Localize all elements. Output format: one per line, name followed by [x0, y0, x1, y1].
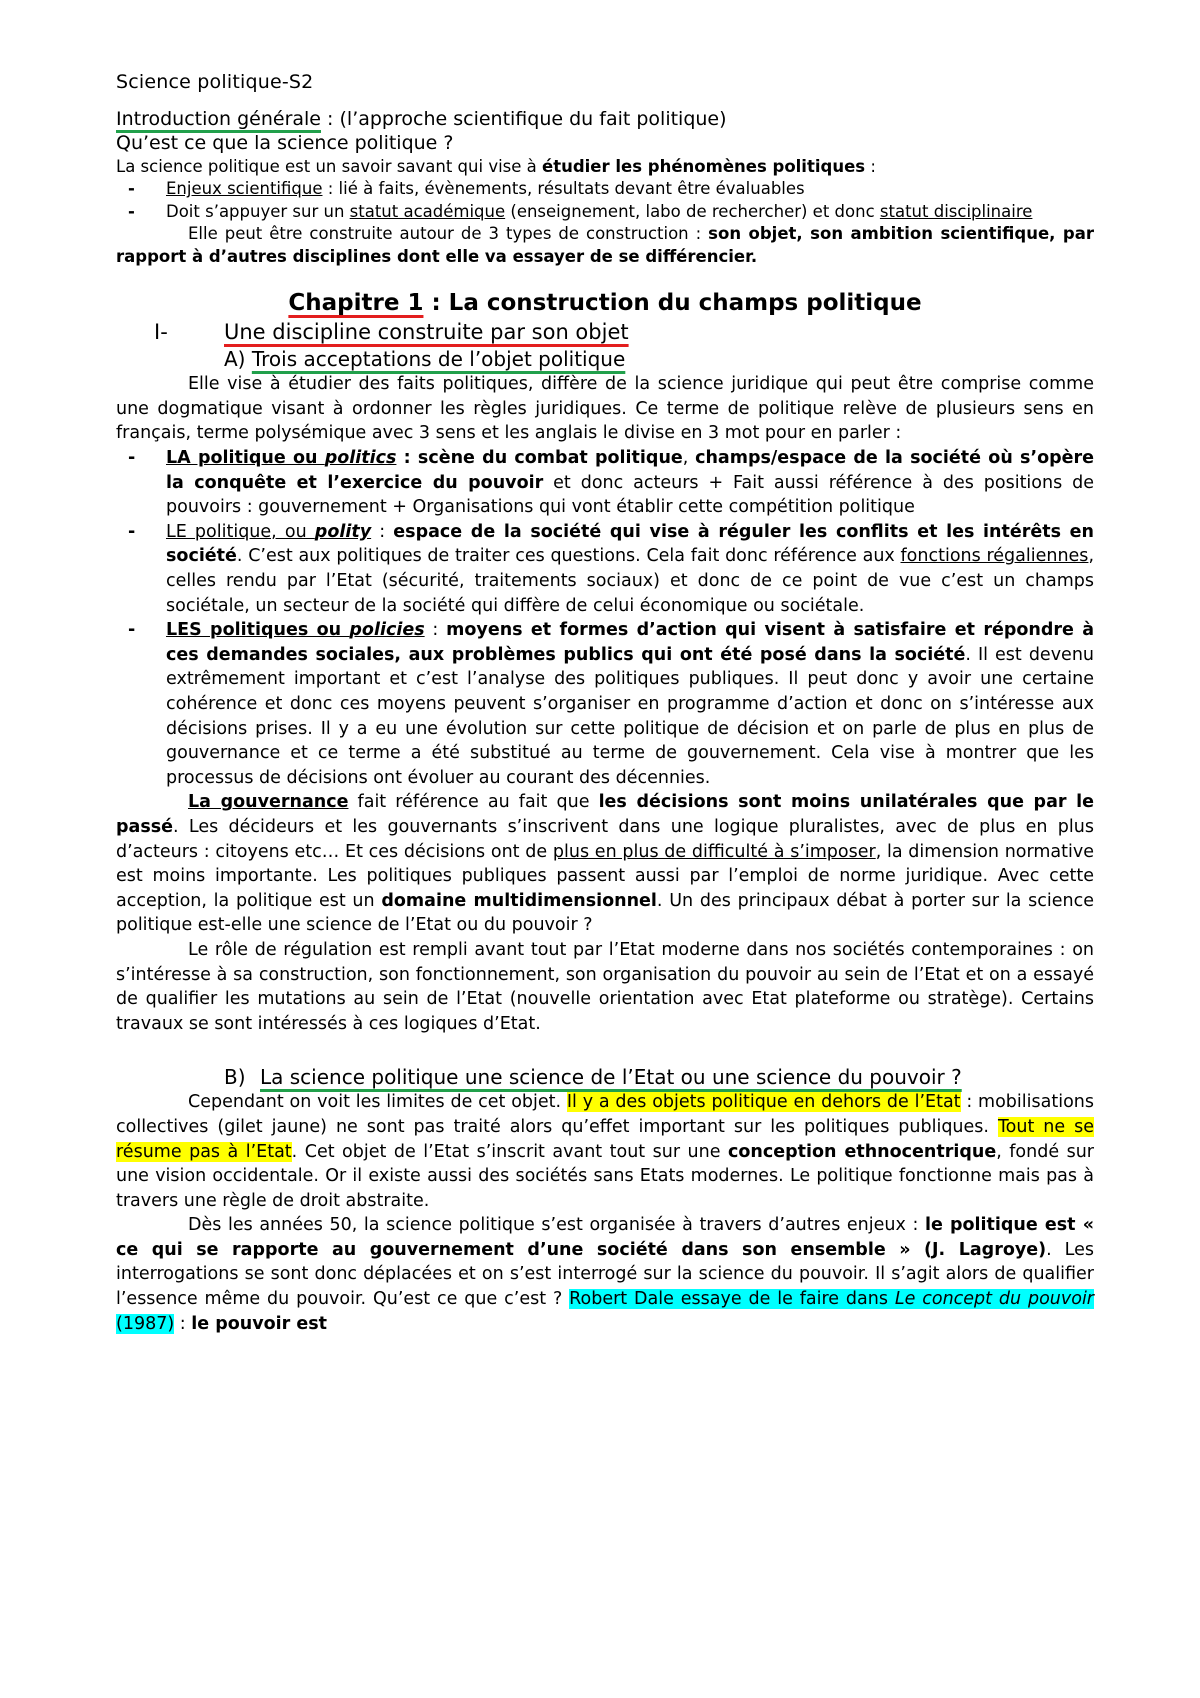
subsection-b-paragraph-1	[116, 1090, 1094, 1213]
b-para1-bold: conception ethnocentrique	[728, 1141, 997, 1162]
la-politique-bold-2: champs/espace de la société où s’opère la conquête et l’exercice du pouvoir	[166, 448, 1095, 493]
chapter-title-text: : La construction du champs politique	[423, 290, 922, 317]
gouvernance-text-f: . Un des principaux débat à porter sur la science politique est-elle une science de l’Etat ou du pouvoir ?	[116, 890, 1094, 936]
list-item	[116, 520, 1094, 618]
chapter-label: Chapitre 1	[288, 290, 424, 317]
gouvernance-paragraph	[116, 790, 1094, 938]
bullet1-underlined: Enjeux scientifique	[166, 179, 323, 199]
gouvernance-bold: les décisions sont moins unilatérales que par le passé	[116, 792, 1095, 837]
subsection-a-heading	[224, 346, 1094, 372]
intro-heading: Introduction générale	[116, 107, 322, 130]
list-item	[116, 178, 1094, 201]
la-politique-english: politics	[324, 448, 397, 469]
b-para2-bold-end: le pouvoir est	[191, 1313, 328, 1334]
gouvernance-text-c: . Les décideurs et les gouvernants s’inscrivent dans une logique pluralistes, avec de plus en plus d’acteurs : citoyens etc… Et ces décisions ont de	[116, 816, 1094, 862]
gouvernance-term: La gouvernance	[188, 792, 349, 813]
b-para1-text-c: . Cet objet de l’Etat s’inscrit avant tout sur une	[291, 1141, 728, 1162]
list-item	[116, 618, 1094, 790]
b-para2-highlight: Robert Dale essaye de le faire dans	[569, 1289, 895, 1310]
b-para2-text-b: . Les interrogations se sont donc déplacées et on s’est interrogé sur la science du pouvoir. Il s’agit alors de qualifier l’essence même du pouvoir. Qu’est ce que c’est ?	[116, 1239, 1094, 1310]
chapter-title	[116, 288, 1094, 318]
le-politique-bold: espace de la société qui vise à réguler les conflits et les intérêts en société	[166, 521, 1094, 567]
les-politiques-english: policies	[349, 620, 425, 641]
section-title: Une discipline construite par son objet	[224, 320, 629, 345]
intro-def-end: :	[865, 156, 876, 176]
la-politique-sep: ,	[682, 448, 696, 469]
b-para1-text-a: Cependant on voit les limites de cet objet.	[188, 1092, 567, 1113]
b-para1-highlight-2: Tout ne se résume pas à l’Etat	[116, 1116, 1094, 1162]
bullet2-text-a: Doit s’appuyer sur un	[166, 201, 350, 221]
le-politique-sep: :	[371, 521, 394, 542]
bullet2-underlined-2: statut disciplinaire	[879, 201, 1033, 221]
les-politiques-label: LES politiques ou	[166, 620, 350, 641]
course-title: Science politique-S2	[116, 71, 314, 93]
intro-def-bold: étudier les phénomènes politiques	[542, 156, 866, 176]
le-politique-text-1: . C’est aux politiques de traiter ces questions. Cela fait donc référence aux	[236, 546, 901, 567]
b-para2-text-c: :	[174, 1313, 192, 1334]
section-number: I-	[154, 320, 168, 345]
intro-paragraph	[116, 223, 1094, 268]
subsection-a-title: Trois acceptations de l’objet politique	[251, 347, 626, 372]
les-politiques-sep: :	[424, 620, 447, 641]
subsection-b-paragraph-2	[116, 1213, 1094, 1336]
le-politique-text-2: , celles rendu par l’Etat (sécurité, traitements sociaux) et donc de ce point de vue c’est un champs sociétale, un secteur de la société qui diffère de celui économique ou sociétale.	[166, 546, 1095, 616]
bullet2-underlined-1: statut académique	[349, 201, 506, 221]
gouvernance-text-d: , la dimension normative est moins importante. Les politiques publiques passent aussi par l’emploi de norme juridique. Avec cette acception, la politique est un	[116, 841, 1094, 911]
gouvernance-underlined: plus en plus de difficulté à s’imposer	[552, 841, 876, 862]
subsection-a-paragraph: Elle vise à étudier des faits politiques, diffère de la science juridique qui peut être comprise comme une dogmatique visant à ordonner les règles juridiques. Ce terme de politique relève de plusieurs sens en français, terme polysémique avec 3 sens et les anglais le divise en 3 mot pour en parler :	[116, 374, 1094, 444]
subsection-b-title: La science politique une science de l’Etat ou une science du pouvoir ?	[260, 1065, 962, 1090]
le-politique-label: LE politique, ou	[166, 521, 315, 542]
intro-def-text: La science politique est un savoir savant qui vise à	[116, 156, 543, 176]
b-para2-highlight-year: (1987)	[116, 1313, 175, 1334]
list-item	[116, 446, 1094, 520]
bullet2-text-b: (enseignement, labo de rechercher) et donc	[505, 201, 880, 221]
gouvernance-text-a: fait référence au fait que	[348, 792, 599, 813]
b-para2-highlight-book: Le concept du pouvoir	[894, 1289, 1094, 1310]
intro-definition	[116, 156, 1094, 179]
gouvernance-bold-2: domaine multidimensionnel	[381, 890, 657, 911]
regulation-paragraph: Le rôle de régulation est rempli avant tout par l’Etat moderne dans nos sociétés contemporaines : on s’intéresse à sa construction, son fonctionnement, son organisation du pouvoir au sein de l’Etat et on a essayé de qualifier les mutations au sein de l’Etat (nouvelle orientation avec Etat plateforme ou stratège). Certains travaux se sont intéressés à ces logiques d’Etat.	[116, 939, 1094, 1034]
le-politique-underlined: fonctions régaliennes	[900, 546, 1089, 567]
subsection-b-letter: B)	[224, 1065, 246, 1090]
b-para1-highlight-1: Il y a des objets politique en dehors de l’Etat	[566, 1092, 961, 1113]
la-politique-bold-1: : scène du combat politique	[396, 448, 683, 469]
intro-question: Qu’est ce que la science politique ?	[116, 132, 454, 155]
b-para2-text-a: Dès les années 50, la science politique s’est organisée à travers d’autres enjeux :	[188, 1215, 925, 1236]
les-politiques-bold: moyens et formes d’action qui visent à satisfaire et répondre à ces demandes sociales, aux problèmes publics qui ont été posé dans la société	[166, 620, 1095, 665]
bullet1-text: : lié à faits, évènements, résultats devant être évaluables	[322, 179, 805, 199]
le-politique-english: polity	[314, 521, 372, 542]
b-para1-text-b: : mobilisations collectives (gilet jaune) ne sont pas traité alors qu’effet important sur les politiques publiques.	[116, 1092, 1094, 1137]
intro-para-text: Elle peut être construite autour de 3 types de construction :	[188, 224, 709, 244]
la-politique-text: et donc acteurs + Fait aussi référence à des positions de pouvoirs : gouvernement + Organisations qui vont établir cette compétition politique	[166, 472, 1095, 518]
intro-list	[116, 178, 1094, 223]
les-politiques-text: . Il est devenu extrêmement important et c’est l’analyse des politiques publiques. Il peut donc y avoir une certaine cohérence et donc ces moyens peuvent s’organiser en programme d’action et donc on s’intéresse aux décisions prises. Il y a eu une évolution sur cette politique de décision et on parle de plus en plus de gouvernance et ce terme a été substitué au terme de gouvernement. Cela vise à montrer que les processus de décisions ont évoluer au courant des décennies.	[166, 644, 1094, 788]
b-para1-text-d: , fondé sur une vision occidentale. Or il existe aussi des sociétés sans Etats modernes. Le politique fonctionne mais pas à travers une règle de droit abstraite.	[116, 1141, 1094, 1211]
politique-meanings-list	[116, 446, 1094, 790]
b-para2-bold-quote: le politique est « ce qui se rapporte au gouvernement d’une société dans son ensemble » (J. Lagroye)	[116, 1215, 1094, 1260]
intro-heading-line	[116, 107, 1094, 132]
la-politique-label: LA politique ou	[166, 448, 325, 469]
section-heading	[154, 318, 1094, 346]
subsection-a-letter: A)	[224, 347, 252, 372]
subsection-b-heading	[224, 1064, 1094, 1090]
intro-para-bold: son objet, son ambition scientifique, par rapport à d’autres disciplines dont elle va essayer de se différencier.	[116, 224, 1094, 266]
intro-heading-rest: : (l’approche scientifique du fait politique)	[321, 107, 727, 130]
list-item	[116, 201, 1094, 224]
